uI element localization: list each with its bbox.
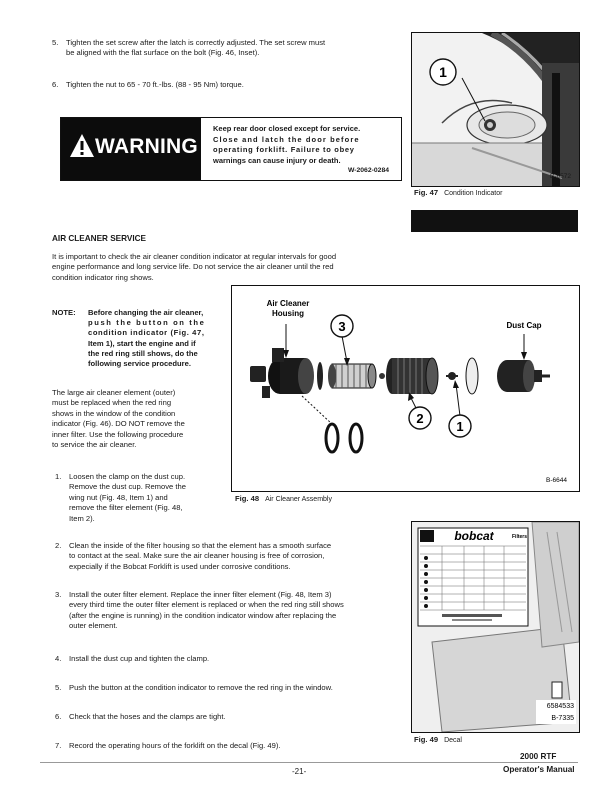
page-number: -21-	[292, 767, 307, 776]
step-text: Tighten the nut to 65 - 70 ft.-lbs. (88 - 95 Nm) torque.	[66, 80, 244, 89]
decal-part-number: 6584533	[546, 703, 574, 710]
step-number: 3.	[55, 590, 62, 599]
figure-49-caption: Fig. 49 Decal	[414, 735, 462, 744]
figure-48-diagram	[231, 285, 580, 492]
section-title: AIR CLEANER SERVICE	[52, 234, 147, 243]
step-text: Check that the hoses and the clamps are tight.	[69, 712, 226, 721]
step-number: 2.	[55, 541, 62, 550]
decal-title: Filters	[512, 534, 528, 540]
label-dust-cap: Dust Cap	[506, 321, 542, 330]
step-number: 5.	[55, 683, 62, 692]
warning-triangle-icon	[69, 133, 95, 159]
step-number: 4.	[55, 654, 62, 663]
step-text: Clean the inside of the filter housing so that the element has a smooth surface to contact at the seal. Make sure the air cleaner housing is free of corrosion, expecially if the Bobcat Forklift is used under corrosive conditions.	[69, 541, 332, 571]
callout-number: 1	[439, 64, 447, 80]
figure-47-photo	[411, 32, 580, 187]
figure-49-photo	[411, 521, 580, 733]
step-number: 5.	[52, 38, 59, 47]
step-number: 7.	[55, 741, 62, 750]
warning-box	[60, 117, 402, 181]
step-text: Push the button at the condition indicator to remove the red ring in the window.	[69, 683, 333, 692]
decal-photo	[412, 522, 579, 732]
step-number: 1.	[55, 472, 62, 481]
section-bar	[411, 210, 578, 232]
intro-paragraph: It is important to check the air cleaner condition indicator at regular intervals for good engine performance and long service life. Do not service the air cleaner until the red condition indicator ring shows.	[52, 252, 337, 282]
condition-indicator-photo	[412, 33, 579, 186]
housing-drawing	[250, 348, 314, 398]
step-text: Loosen the clamp on the dust cup. Remove the dust cup. Remove the wing nut (Fig. 48, Item 1) and remove the filter element (Fig. 48, Item 2).	[69, 472, 186, 523]
dust-cap-drawing	[497, 360, 550, 392]
warning-code: W-2062-0284	[347, 167, 389, 174]
inner-filter-drawing	[328, 364, 376, 388]
figure-code: B-6572	[550, 173, 571, 180]
callout-3: 3	[338, 319, 346, 334]
step-text: Record the operating hours of the forklift on the decal (Fig. 49).	[69, 741, 281, 750]
footer-manual: Operator's Manual	[503, 765, 575, 774]
footer-model: 2000 RTF	[520, 752, 557, 761]
step-number: 6.	[52, 80, 59, 89]
step-number: 6.	[55, 712, 62, 721]
callout-1: 1	[456, 419, 464, 434]
outer-filter-drawing	[386, 358, 438, 394]
warning-label: WARNING	[95, 135, 198, 158]
step-text: Install the outer filter element. Replace the inner filter element (Fig. 48, Item 3) every third time the outer filter element is replaced or when the red ring still shows (after the engine is running) in the condition indicator window after replacing the outer element.	[69, 590, 344, 631]
footer-rule	[40, 762, 578, 763]
decal-brand: bobcat	[454, 529, 494, 543]
step-text: Install the dust cup and tighten the clamp.	[69, 654, 210, 663]
label-housing-line2: Housing	[272, 309, 304, 318]
air-cleaner-assembly-diagram	[232, 286, 579, 491]
note-text: Before changing the air cleaner, push the button on the condition indicator (Fig. 47, Item 1), start the engine and if the red ring still shows, do the following service procedure.	[88, 308, 206, 369]
figure-47-caption: Fig. 47 Condition Indicator	[414, 188, 503, 197]
outer-element-paragraph: The large air cleaner element (outer) must be replaced when the red ring shows in the window of the condition indicator (Fig. 46). DO NOT remove the inner filter. Use the following procedure to service the air cleaner.	[52, 388, 185, 450]
step-text: Tighten the set screw after the latch is correctly adjusted. The set screw must be aligned with the flat surface on the bolt (Fig. 46, Inset).	[66, 38, 326, 58]
warning-text: Keep rear door closed except for service. Close and latch the door before operating forklift. Failure to obey warnings can cause injury or death.	[213, 124, 361, 165]
figure-code: B-7335	[551, 715, 574, 722]
warning-banner	[61, 118, 201, 180]
note-label: NOTE:	[52, 308, 76, 317]
figure-48-caption: Fig. 48 Air Cleaner Assembly	[235, 494, 332, 503]
label-housing-line1: Air Cleaner	[266, 299, 310, 308]
figure-code: B-6644	[546, 477, 567, 484]
callout-circle	[428, 57, 458, 87]
callout-2: 2	[416, 411, 424, 426]
